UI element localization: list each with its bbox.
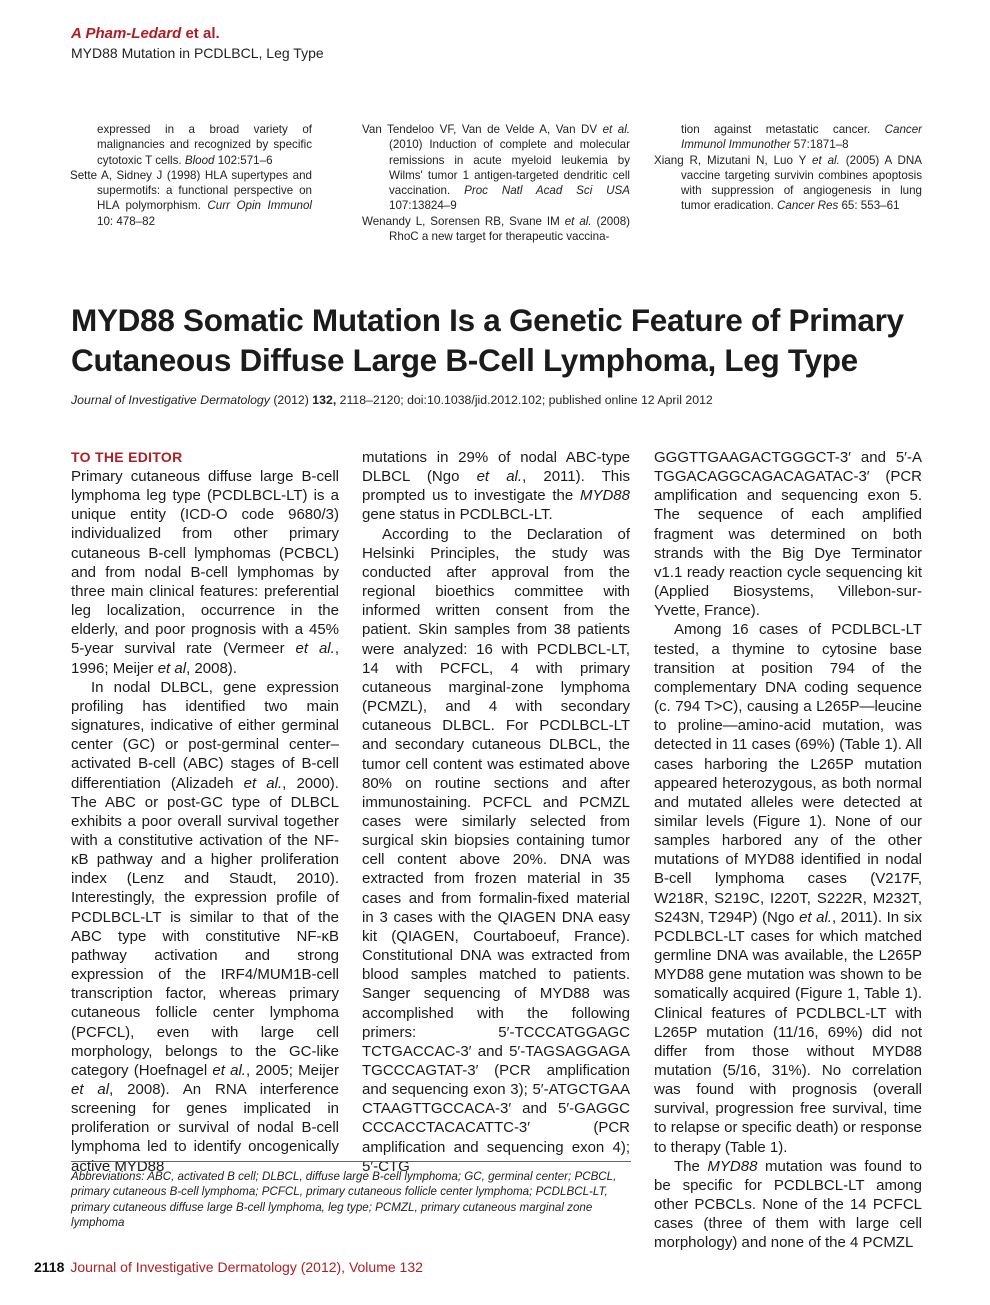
italic-run: MYD88 <box>579 487 630 505</box>
text-run: 102:571–6 <box>214 153 273 167</box>
section-heading: TO THE EDITOR <box>71 449 183 465</box>
text-run: , 1996; Meijer <box>71 640 339 677</box>
italic-run: et al. <box>812 153 840 167</box>
running-head <box>71 24 324 62</box>
text-run: Wenandy L, Sorensen RB, Svane IM <box>362 214 565 228</box>
italic-run: et al. <box>564 214 592 228</box>
references-column-1 <box>70 122 312 229</box>
italic-run: et al. <box>602 123 630 136</box>
text-run: Primary cutaneous diffuse large B-cell lymphoma leg type (PCDLBCL-LT) is a unique entity (ICD-O code 9680/3) individualized from other primary cutaneous B-cell lymphomas (PCBCL) and from nodal B-cell lymphomas by three main clinical features: preferential leg localization, occurrence in the elderly, and poor prognosis with a 45% 5-year survival rate (Vermeer <box>71 468 339 658</box>
page-number: 2118 <box>34 1259 65 1275</box>
italic-run: et al <box>157 659 187 677</box>
body-paragraph <box>654 620 922 1156</box>
body-paragraph <box>71 678 339 1176</box>
references-column-3 <box>654 122 922 214</box>
running-head-author <box>71 24 324 44</box>
text-run: , 2000). The ABC or post-GC type of DLBCL exhibits a poor overall survival together with a constitutive activation of the NF-κB pathway and a higher proliferation index (Lenz and Staudt, 2010). Interestingly, the expression profile of PCDLBCL-LT is similar to that of the ABC type with constitutive NF-κB pathway activation and strong expression of the IRF4/MUM1B-cell transcription factor, whereas primary cutaneous follicle center lymphoma (PCFCL), even with large cell morphology, belongs to the GC-like category (Hoefnagel <box>71 774 339 1079</box>
text-run: In nodal DLBCL, gene expression profiling has identified two main signatures, indicative of either germinal center (GC) or post-germinal center–activated B-cell (ABC) stages of B-cell differentiation (Alizadeh <box>71 678 339 792</box>
abbreviations-footnote: Abbreviations: ABC, activated B cell; DLBCL, diffuse large B-cell lymphoma; GC, germinal center; PCBCL, primary cutaneous B-cell lymphoma; PCFCL, primary cutaneous follicle center lymphoma; PCDLBCL-LT, primary cutaneous diffuse large B-cell lymphoma, leg type; PCMZL, primary cutaneous marginal zone lymphoma <box>71 1170 617 1229</box>
text-run: , 2005; Meijer <box>245 1061 339 1079</box>
italic-run: Cancer Res <box>777 199 839 213</box>
italic-run: et al. <box>212 1061 246 1079</box>
text-run: , 2011). In six PCDLBCL-LT cases for which matched germline DNA was available, the L265P MYD88 gene mutation was shown to be somatically acquired (Figure 1, Table 1). Clinical features of PCDLBCL-LT with L265P mutation (11/16, 69%) did not differ from those without MYD88 mutation (5/16, 31%). No correlation was found with prognosis (overall survival, progression free survival, time to relapse or specific death) or response to therapy (Table 1). <box>654 908 922 1156</box>
italic-run: et al <box>71 1081 110 1098</box>
citation-journal: Journal of Investigative Dermatology <box>71 393 270 407</box>
body-column-3 <box>654 448 922 1253</box>
reference-entry <box>654 122 922 153</box>
body-paragraph <box>654 448 922 620</box>
italic-run: et al. <box>243 774 283 792</box>
citation-year: (2012) <box>269 393 313 407</box>
citation-rest: 2118–2120; doi:10.1038/jid.2012.102; published online 12 April 2012 <box>336 393 713 407</box>
reference-entry <box>654 153 922 214</box>
italic-run: Proc Natl Acad Sci USA <box>464 184 631 198</box>
text-run: GGGTTGAAGACTGGGCT-3′ and 5′-A TGGACAGGCAGACAGATAC-3′ (PCR amplification and sequencing exon 5. The sequence of each amplified fragment was determined on both strands with the Big Dye Terminator v1.1 ready reaction cycle sequencing kit (Applied Biosystems, Villebon-sur-Yvette, France). <box>654 449 922 620</box>
italic-run: et al. <box>295 640 335 658</box>
text-run: (2005) A DNA vaccine targeting survivin combines apoptosis with suppression of angiogenesis in lung tumor eradication. <box>681 153 922 213</box>
body-column-1-text <box>71 467 339 1176</box>
text-run: Sette A, Sidney J (1998) HLA supertypes and supermotifs: a functional perspective on HLA polymorphism. <box>70 168 312 213</box>
text-run: Among 16 cases of PCDLBCL-LT tested, a thymine to cytosine base transition at position 794 of the complementary DNA coding sequence (c. 794 T>C), causing a L265P—leucine to proline—amino-acid mutation, was detected in 11 cases (69%) (Table 1). All cases harboring the L265P mutation appeared heterozygous, as both normal and mutated alleles were detected at similar levels (Figure 1). None of our samples harbored any of the other mutations of MYD88 identified in nodal B-cell lymphoma cases (V217F, W218R, S219C, I220T, S222R, M232T, S243N, T294P) (Ngo <box>654 621 922 926</box>
reference-entry <box>362 122 630 214</box>
text-run: Xiang R, Mizutani N, Luo Y <box>654 153 813 167</box>
citation-volume: 132, <box>312 393 337 407</box>
italic-run: Cancer Immunol Immunother <box>681 123 922 152</box>
running-head-title: MYD88 Mutation in PCDLBCL, Leg Type <box>71 45 324 61</box>
body-column-1 <box>71 448 339 1176</box>
body-paragraph <box>362 525 630 1176</box>
text-run: (2010) Induction of complete and molecular remissions in acute myeloid leukemia by Wilms' tumor 1 antigen-targeted dendritic cell vaccination. <box>389 138 630 198</box>
text-run: 10: 478–82 <box>97 214 156 228</box>
citation-line <box>71 393 713 407</box>
body-paragraph <box>71 467 339 678</box>
author-et-al: et al. <box>185 25 220 42</box>
text-run: gene status in PCDLBCL-LT. <box>362 506 553 524</box>
footnote-divider <box>71 1161 631 1162</box>
references-column-2 <box>362 122 630 244</box>
italic-run: MYD88 <box>707 1157 758 1175</box>
italic-run: et al. <box>799 908 832 926</box>
italic-run: Blood <box>184 153 215 167</box>
author-name: A Pham-Ledard <box>71 25 182 42</box>
text-run: 65: 553–61 <box>838 199 900 213</box>
footer-journal: Journal of Investigative Dermatology (2012), Volume 132 <box>70 1259 423 1275</box>
body-column-2 <box>362 448 630 1176</box>
reference-entry <box>70 168 312 229</box>
text-run: mutation was found to be specific for PCDLBCL-LT among other PCBCLs. None of the 14 PCFCL cases (three of them with large cell morphology) and none of the 4 PCMZL <box>654 1157 922 1252</box>
page-footer <box>34 1259 423 1275</box>
text-run: According to the Declaration of Helsinki Principles, the study was conducted after approval from the regional bioethics committee with informed written consent from the patient. Skin samples from 38 patients were analyzed: 16 with PCDLBCL-LT, 14 with PCFCL, 4 with primary cutaneous marginal-zone lymphoma (PCMZL), and 4 with secondary cutaneous DLBCL. For PCDLBCL-LT and secondary cutaneous DLBCL, the tumor cell content was estimated above 80% on routine sections and after immunostaining. PCFCL and PCMZL cases were similarly selected from surgical skin biopsies containing tumor cell content above 20%. DNA was extracted from frozen material in 35 cases and from formalin-fixed material in 3 cases with the QIAGEN DNA easy kit (QIAGEN, Courtaboeuf, France). Constitutional DNA was extracted from blood samples matched to patients. Sanger sequencing of MYD88 was accomplished with the following primers: 5′-TCCCATGGAGC TCTGACCAC-3′ and 5′-TAGSAGGAGA TGCCCAGTAT-3′ (PCR amplification and sequencing exon 3); 5′-ATGCTGAA CTAAGTTGCCACA-3′ and 5′-GAGGC CCCACCTACACATTC-3′ (PCR amplification and sequencing exon 4); 5′-CTG <box>362 525 630 1175</box>
text-run: , 2008). <box>186 659 237 677</box>
text-run: (2008) RhoC a new target for therapeutic vaccina- <box>389 214 631 244</box>
text-run: tion against metastatic cancer. <box>681 123 885 136</box>
italic-run: Curr Opin Immunol <box>207 199 312 213</box>
reference-entry <box>70 122 312 168</box>
body-paragraph <box>654 1157 922 1253</box>
text-run: Van Tendeloo VF, Van de Velde A, Van DV <box>362 123 603 136</box>
article-title: MYD88 Somatic Mutation Is a Genetic Feature of Primary Cutaneous Diffuse Large B-Cell Lymphoma, Leg Type <box>71 302 904 378</box>
body-paragraph <box>362 448 630 525</box>
reference-entry <box>362 214 630 245</box>
text-run: 57:1871–8 <box>790 138 849 152</box>
text-run: mutations in 29% of nodal ABC-type DLBCL (Ngo <box>362 449 630 486</box>
text-run: The <box>674 1157 708 1175</box>
text-run: , 2011). This prompted us to investigate the <box>362 468 630 505</box>
text-run: , 2008). An RNA interference screening for genes implicated in proliferation or survival of nodal B-cell lymphoma led to identify oncogenically active MYD88 <box>71 1081 339 1175</box>
text-run: expressed in a broad variety of malignancies and recognized by specific cytotoxic T cells. <box>97 123 312 167</box>
italic-run: et al. <box>476 468 523 486</box>
text-run: 107:13824–9 <box>389 199 457 213</box>
